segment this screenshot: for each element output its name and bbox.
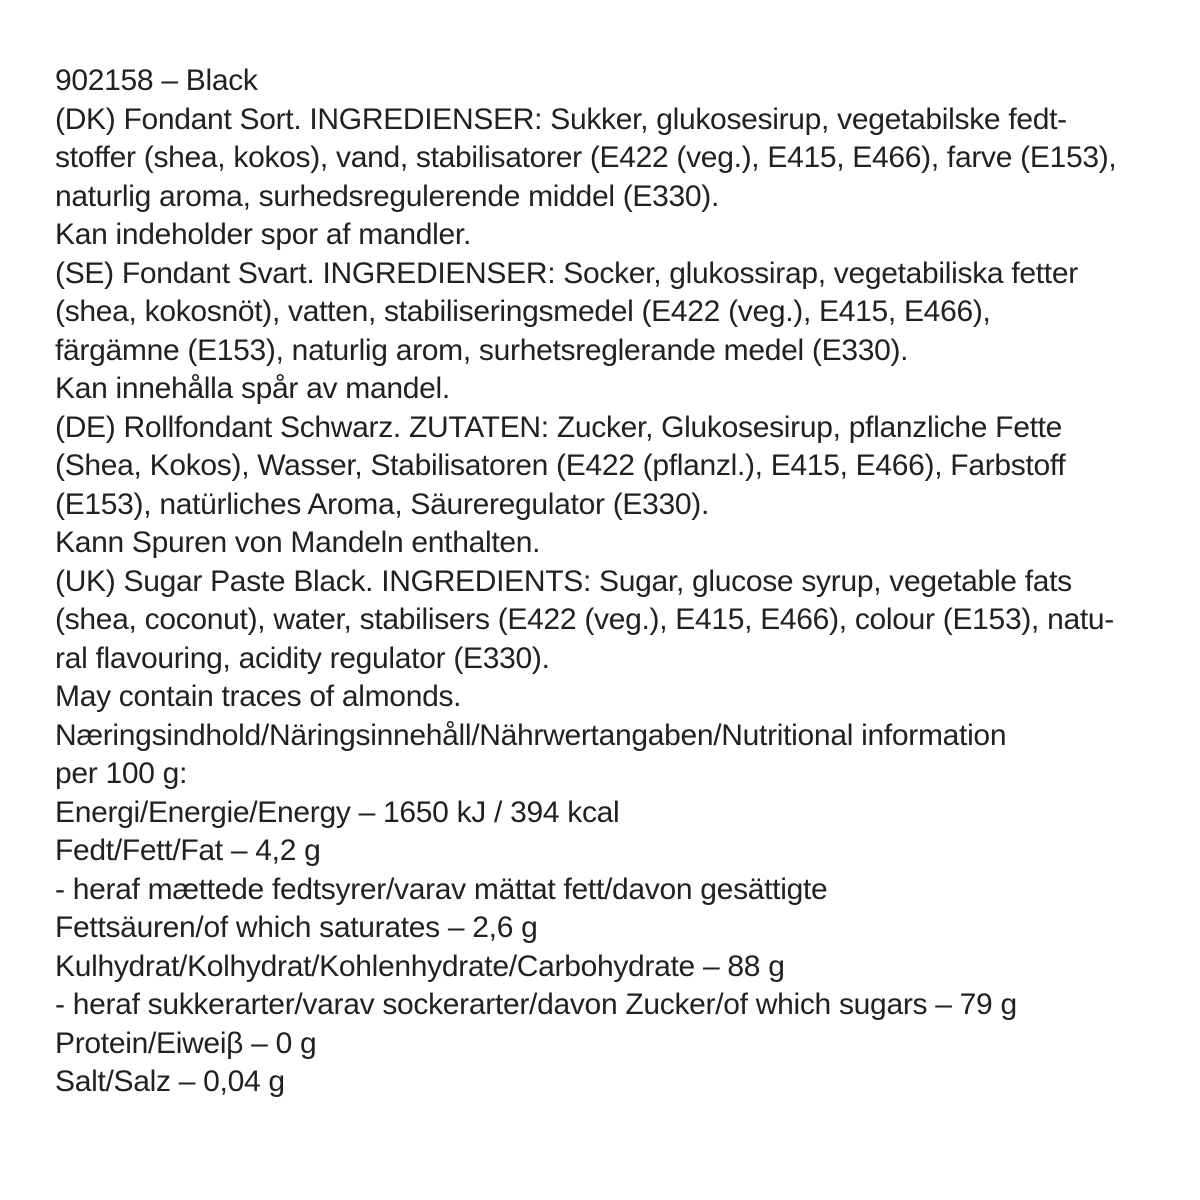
- product-header: 902158 – Black: [55, 64, 258, 97]
- se-ingredients-line-1: (SE) Fondant Svart. INGREDIENSER: Socker, glukossirap, vegetabiliska fetter: [55, 256, 1078, 290]
- de-allergen-note: Kann Spuren von Mandeln enthalten.: [55, 526, 541, 559]
- uk-allergen-note: May contain traces of almonds.: [55, 680, 462, 713]
- nutrition-sugars: - heraf sukkerarter/varav sockerarter/davon Zucker/of which sugars – 79 g: [55, 988, 1017, 1021]
- nutrition-heading-line-1: Næringsindhold/Näringsinnehåll/Nährwertangaben/Nutritional information: [55, 718, 1007, 752]
- nutrition-salt: Salt/Salz – 0,04 g: [55, 1065, 285, 1098]
- dk-allergen-note: Kan indeholder spor af mandler.: [55, 218, 471, 251]
- uk-ingredients-line-2: (shea, coconut), water, stabilisers (E422 (veg.), E415, E466), colour (E153), natu-: [55, 603, 1114, 636]
- nutrition-fat: Fedt/Fett/Fat – 4,2 g: [55, 834, 321, 867]
- de-ingredients-line-1: (DE) Rollfondant Schwarz. ZUTATEN: Zucker, Glukosesirup, pflanzliche Fette: [55, 410, 1063, 444]
- label-text-block: [55, 62, 1116, 1102]
- uk-ingredients-line-3: ral flavouring, acidity regulator (E330).: [55, 641, 550, 675]
- se-ingredients-line-2: (shea, kokosnöt), vatten, stabiliseringsmedel (E422 (veg.), E415, E466),: [55, 295, 991, 328]
- uk-ingredients-line-1: (UK) Sugar Paste Black. INGREDIENTS: Sugar, glucose syrup, vegetable fats: [55, 564, 1072, 598]
- nutrition-protein: Protein/Eiweiβ – 0 g: [55, 1026, 317, 1060]
- nutrition-heading-line-2: per 100 g:: [55, 757, 188, 790]
- de-ingredients-line-3: (E153), natürliches Aroma, Säureregulator (E330).: [55, 487, 709, 521]
- dk-ingredients-line-1: (DK) Fondant Sort. INGREDIENSER: Sukker, glukosesirup, vegetabilske fedt-: [55, 102, 1067, 136]
- nutrition-energy: Energi/Energie/Energy – 1650 kJ / 394 kcal: [55, 795, 620, 829]
- de-ingredients-line-2: (Shea, Kokos), Wasser, Stabilisatoren (E422 (pflanzl.), E415, E466), Farbstoff: [55, 449, 1066, 482]
- nutrition-saturates-line-1: - heraf mættede fedtsyrer/varav mättat fett/davon gesättigte: [55, 872, 828, 906]
- nutrition-carbohydrate: Kulhydrat/Kolhydrat/Kohlenhydrate/Carbohydrate – 88 g: [55, 949, 785, 983]
- nutrition-saturates-line-2: Fettsäuren/of which saturates – 2,6 g: [55, 911, 538, 944]
- se-allergen-note: Kan innehålla spår av mandel.: [55, 372, 450, 405]
- dk-ingredients-line-2: stoffer (shea, kokos), vand, stabilisatorer (E422 (veg.), E415, E466), farve (E153),: [55, 141, 1117, 174]
- dk-ingredients-line-3: naturlig aroma, surhedsregulerende middel (E330).: [55, 179, 720, 213]
- se-ingredients-line-3: färgämne (E153), naturlig arom, surhetsreglerande medel (E330).: [55, 333, 909, 367]
